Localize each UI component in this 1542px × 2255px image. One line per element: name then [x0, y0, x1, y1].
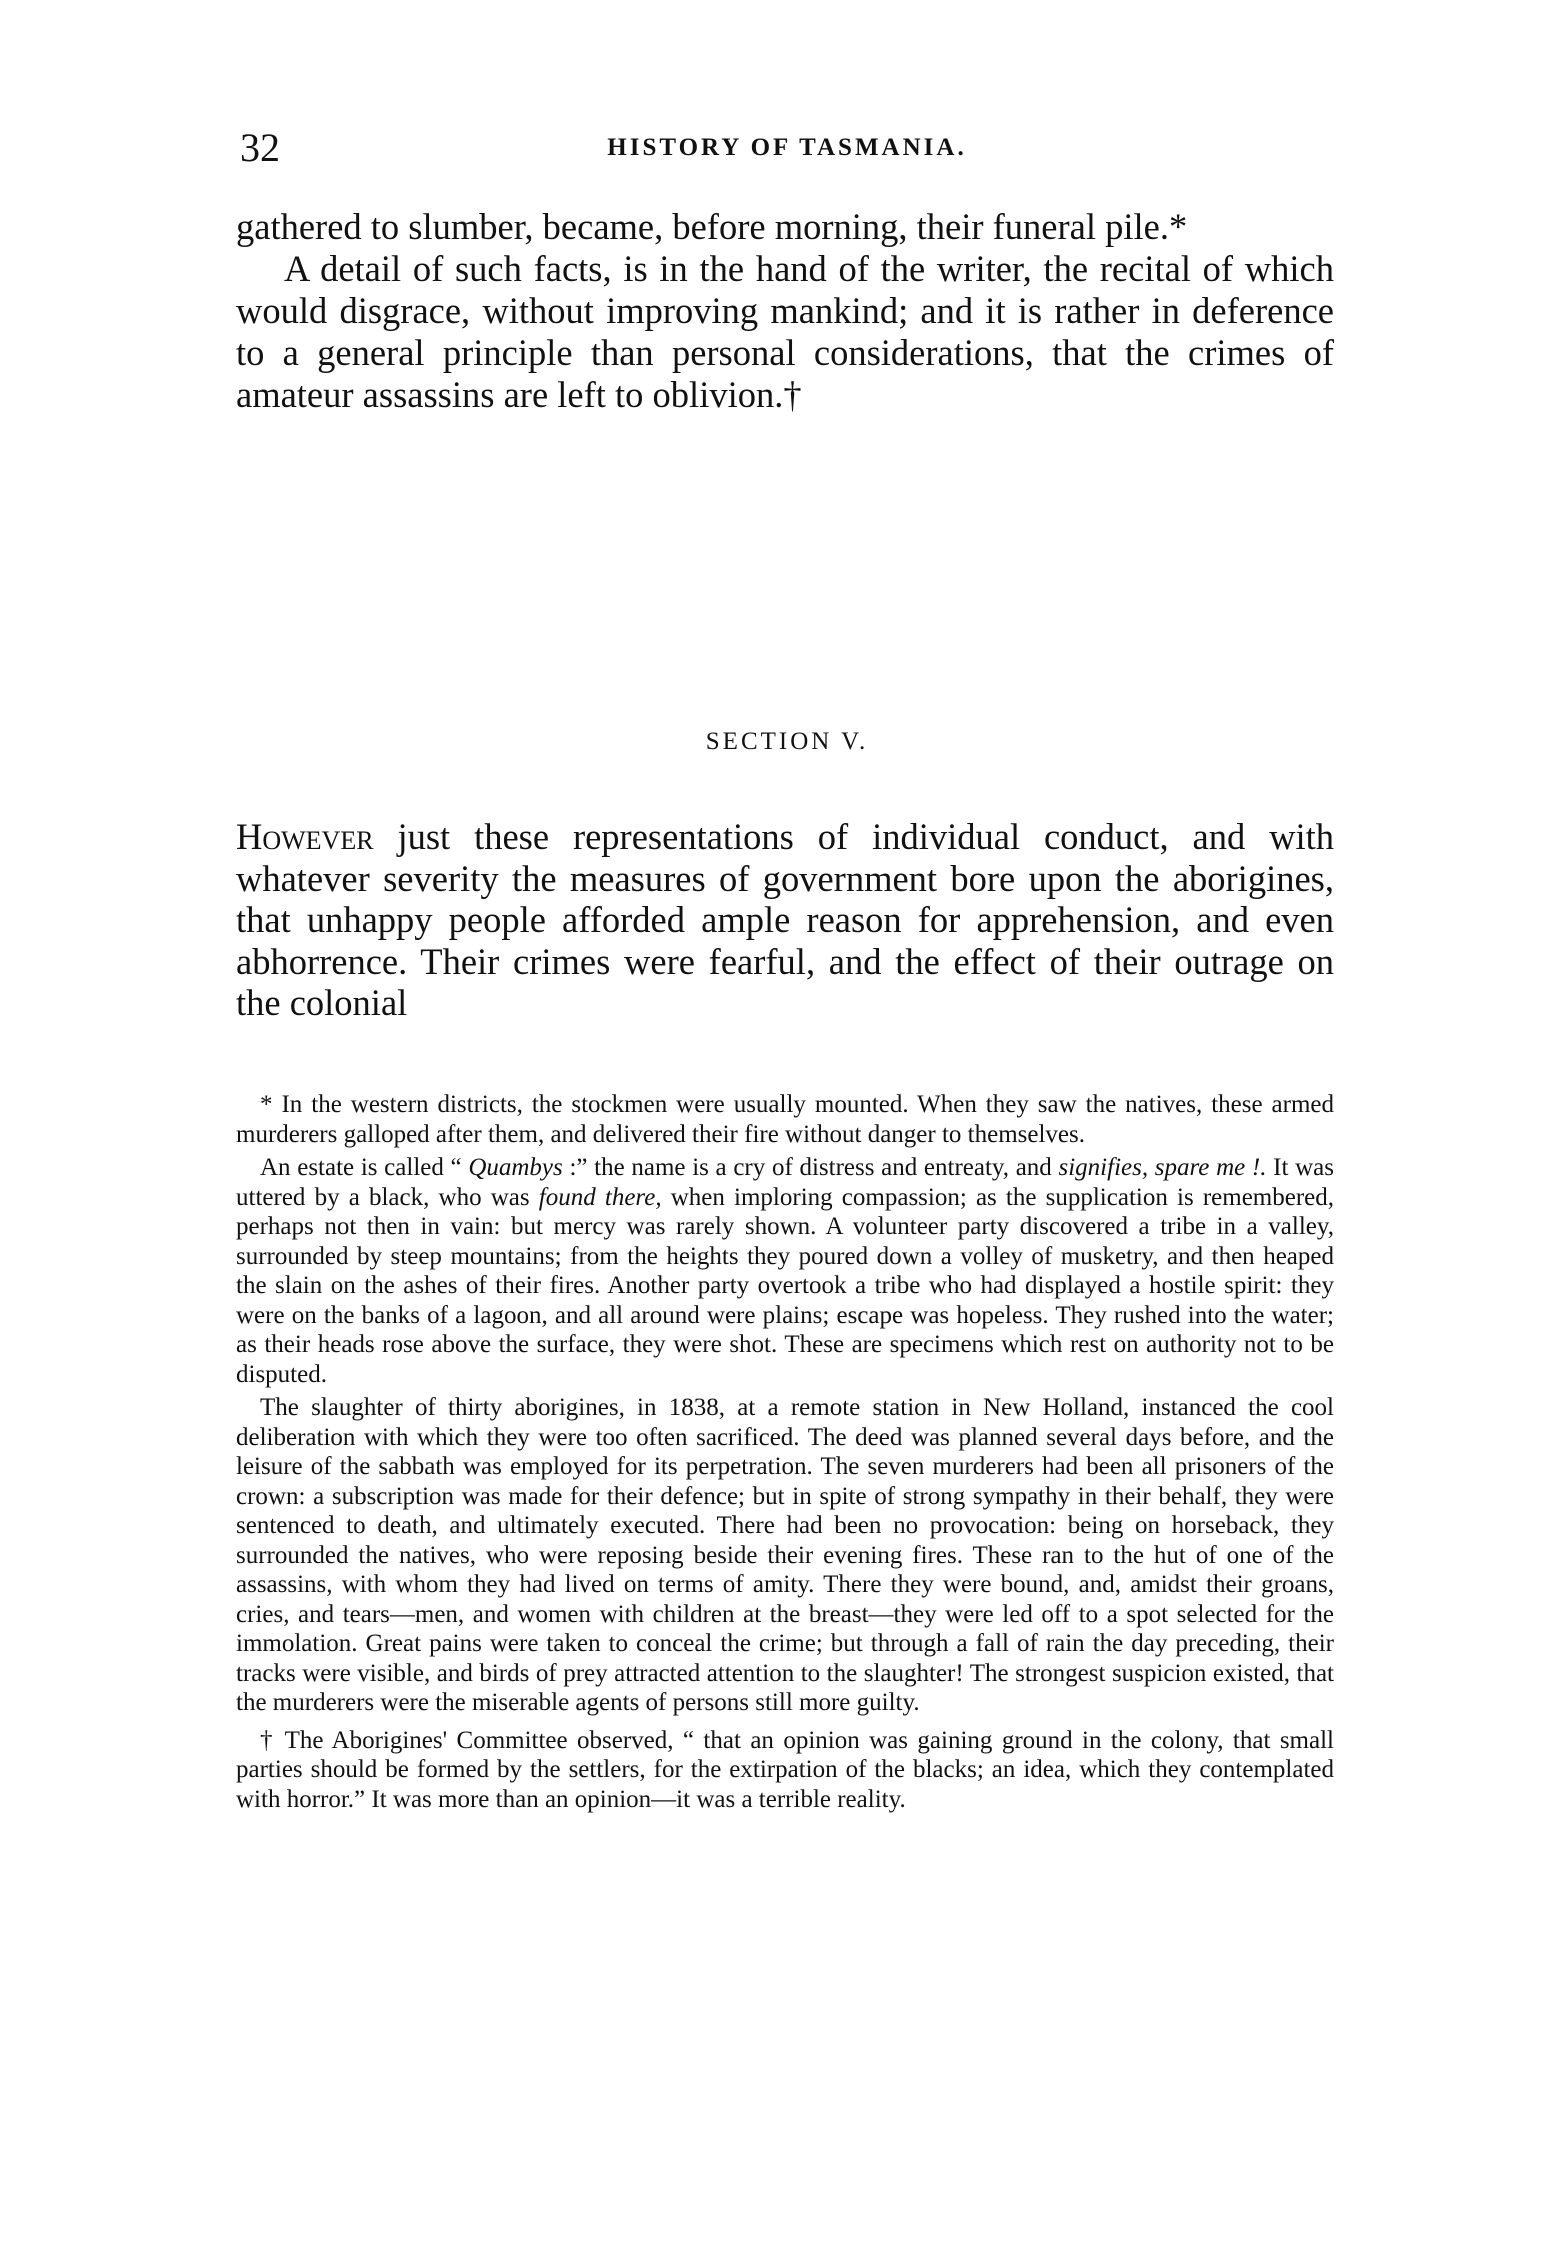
paragraph-detail: A detail of such facts, is in the hand of the writer, the recital of which would disgrace, without improving mankind; and it is rather in deference to a general principle than personal considerations, that the crimes of amateur assassins are left to oblivion.† — [236, 248, 1334, 415]
footnotes — [236, 1090, 1334, 1818]
section-paragraph-rest: just these representations of individual conduct, and with whatever severity the measures of government bore upon the aborigines, that unhappy people afforded ample reason for apprehension, and even abhorrence. Their crimes were fearful, and the effect of their outrage on the colonial — [236, 816, 1334, 1023]
fn-text: An estate is called “ — [260, 1154, 469, 1181]
footnote-2: † The Aborigines' Committee observed, “ that an opinion was gaining ground in the colony, that small parties should be formed by the settlers, for the extirpation of the blacks; an idea, which they contemplated with horror.” It was more than an opinion—it was a terrible reality. — [236, 1726, 1334, 1813]
body-text-top — [236, 206, 1334, 416]
section-paragraph-text — [236, 816, 1334, 1024]
fn-text: when imploring compassion; as the supplication is remembered, perhaps not then in vain: but mercy was rarely shown. A volunteer party discovered a tribe in a valley, surrounded by steep mountains; from the heights they poured down a volley of musketry, and then heaped the slain on the ashes of their fires. Another party overtook a tribe who had displayed a hostile spirit: they were on the banks of a lagoon, and all around were plains; escape was hopeless. They rushed into the water; as their heads rose above the surface, they were shot. These are specimens which rest on authority not to be disputed. — [236, 1183, 1335, 1388]
page-header — [232, 124, 1342, 174]
fn-italic-found: found there, — [538, 1183, 662, 1211]
running-title: HISTORY OF TASMANIA. — [607, 134, 967, 161]
footnote-1-paragraph-2 — [236, 1153, 1334, 1389]
section-paragraph-lead: However — [236, 816, 374, 857]
section-paragraph — [236, 816, 1334, 1024]
section-heading: SECTION V. — [705, 728, 869, 755]
page-number: 32 — [240, 125, 280, 170]
fn-italic-signifies: signifies, spare me !. — [1058, 1154, 1267, 1181]
fn-italic-quambys: Quambys — [468, 1154, 563, 1181]
footnote-1-paragraph-1: * In the western districts, the stockmen were usually mounted. When they saw the natives, these armed murderers galloped after them, and delivered their fire without danger to themselves. — [236, 1091, 1334, 1148]
footnote-1-paragraph-3: The slaughter of thirty aborigines, in 1838, at a remote station in New Holland, instanced the cool deliberation with which they were too often sacrificed. The deed was planned several days before, and the leisure of the sabbath was employed for its perpetration. The seven murderers had been all prisoners of the crown: a subscription was made for their defence; but in spite of strong sympathy in their behalf, they were sentenced to death, and ultimately executed. There had been no provocation: being on horseback, they surrounded the natives, who were reposing beside their evening fires. These ran to the hut of one of the assassins, with whom they had lived on terms of amity. There they were bound, and, amidst their groans, cries, and tears—men, and women with children at the breast—they were led off to a spot selected for the immolation. Great pains were taken to conceal the crime; but through a fall of rain the day preceding, their tracks were visible, and birds of prey attracted attention to the slaughter! The strongest suspicion existed, that the murderers were the miserable agents of persons still more guilty. — [236, 1394, 1334, 1716]
fn-text: :” the name is a cry of distress and entreaty, and — [562, 1154, 1059, 1181]
paragraph-continuation: gathered to slumber, became, before morning, their funeral pile.* — [236, 206, 1188, 247]
fn-text: It was uttered by a black, who was — [236, 1154, 1334, 1211]
